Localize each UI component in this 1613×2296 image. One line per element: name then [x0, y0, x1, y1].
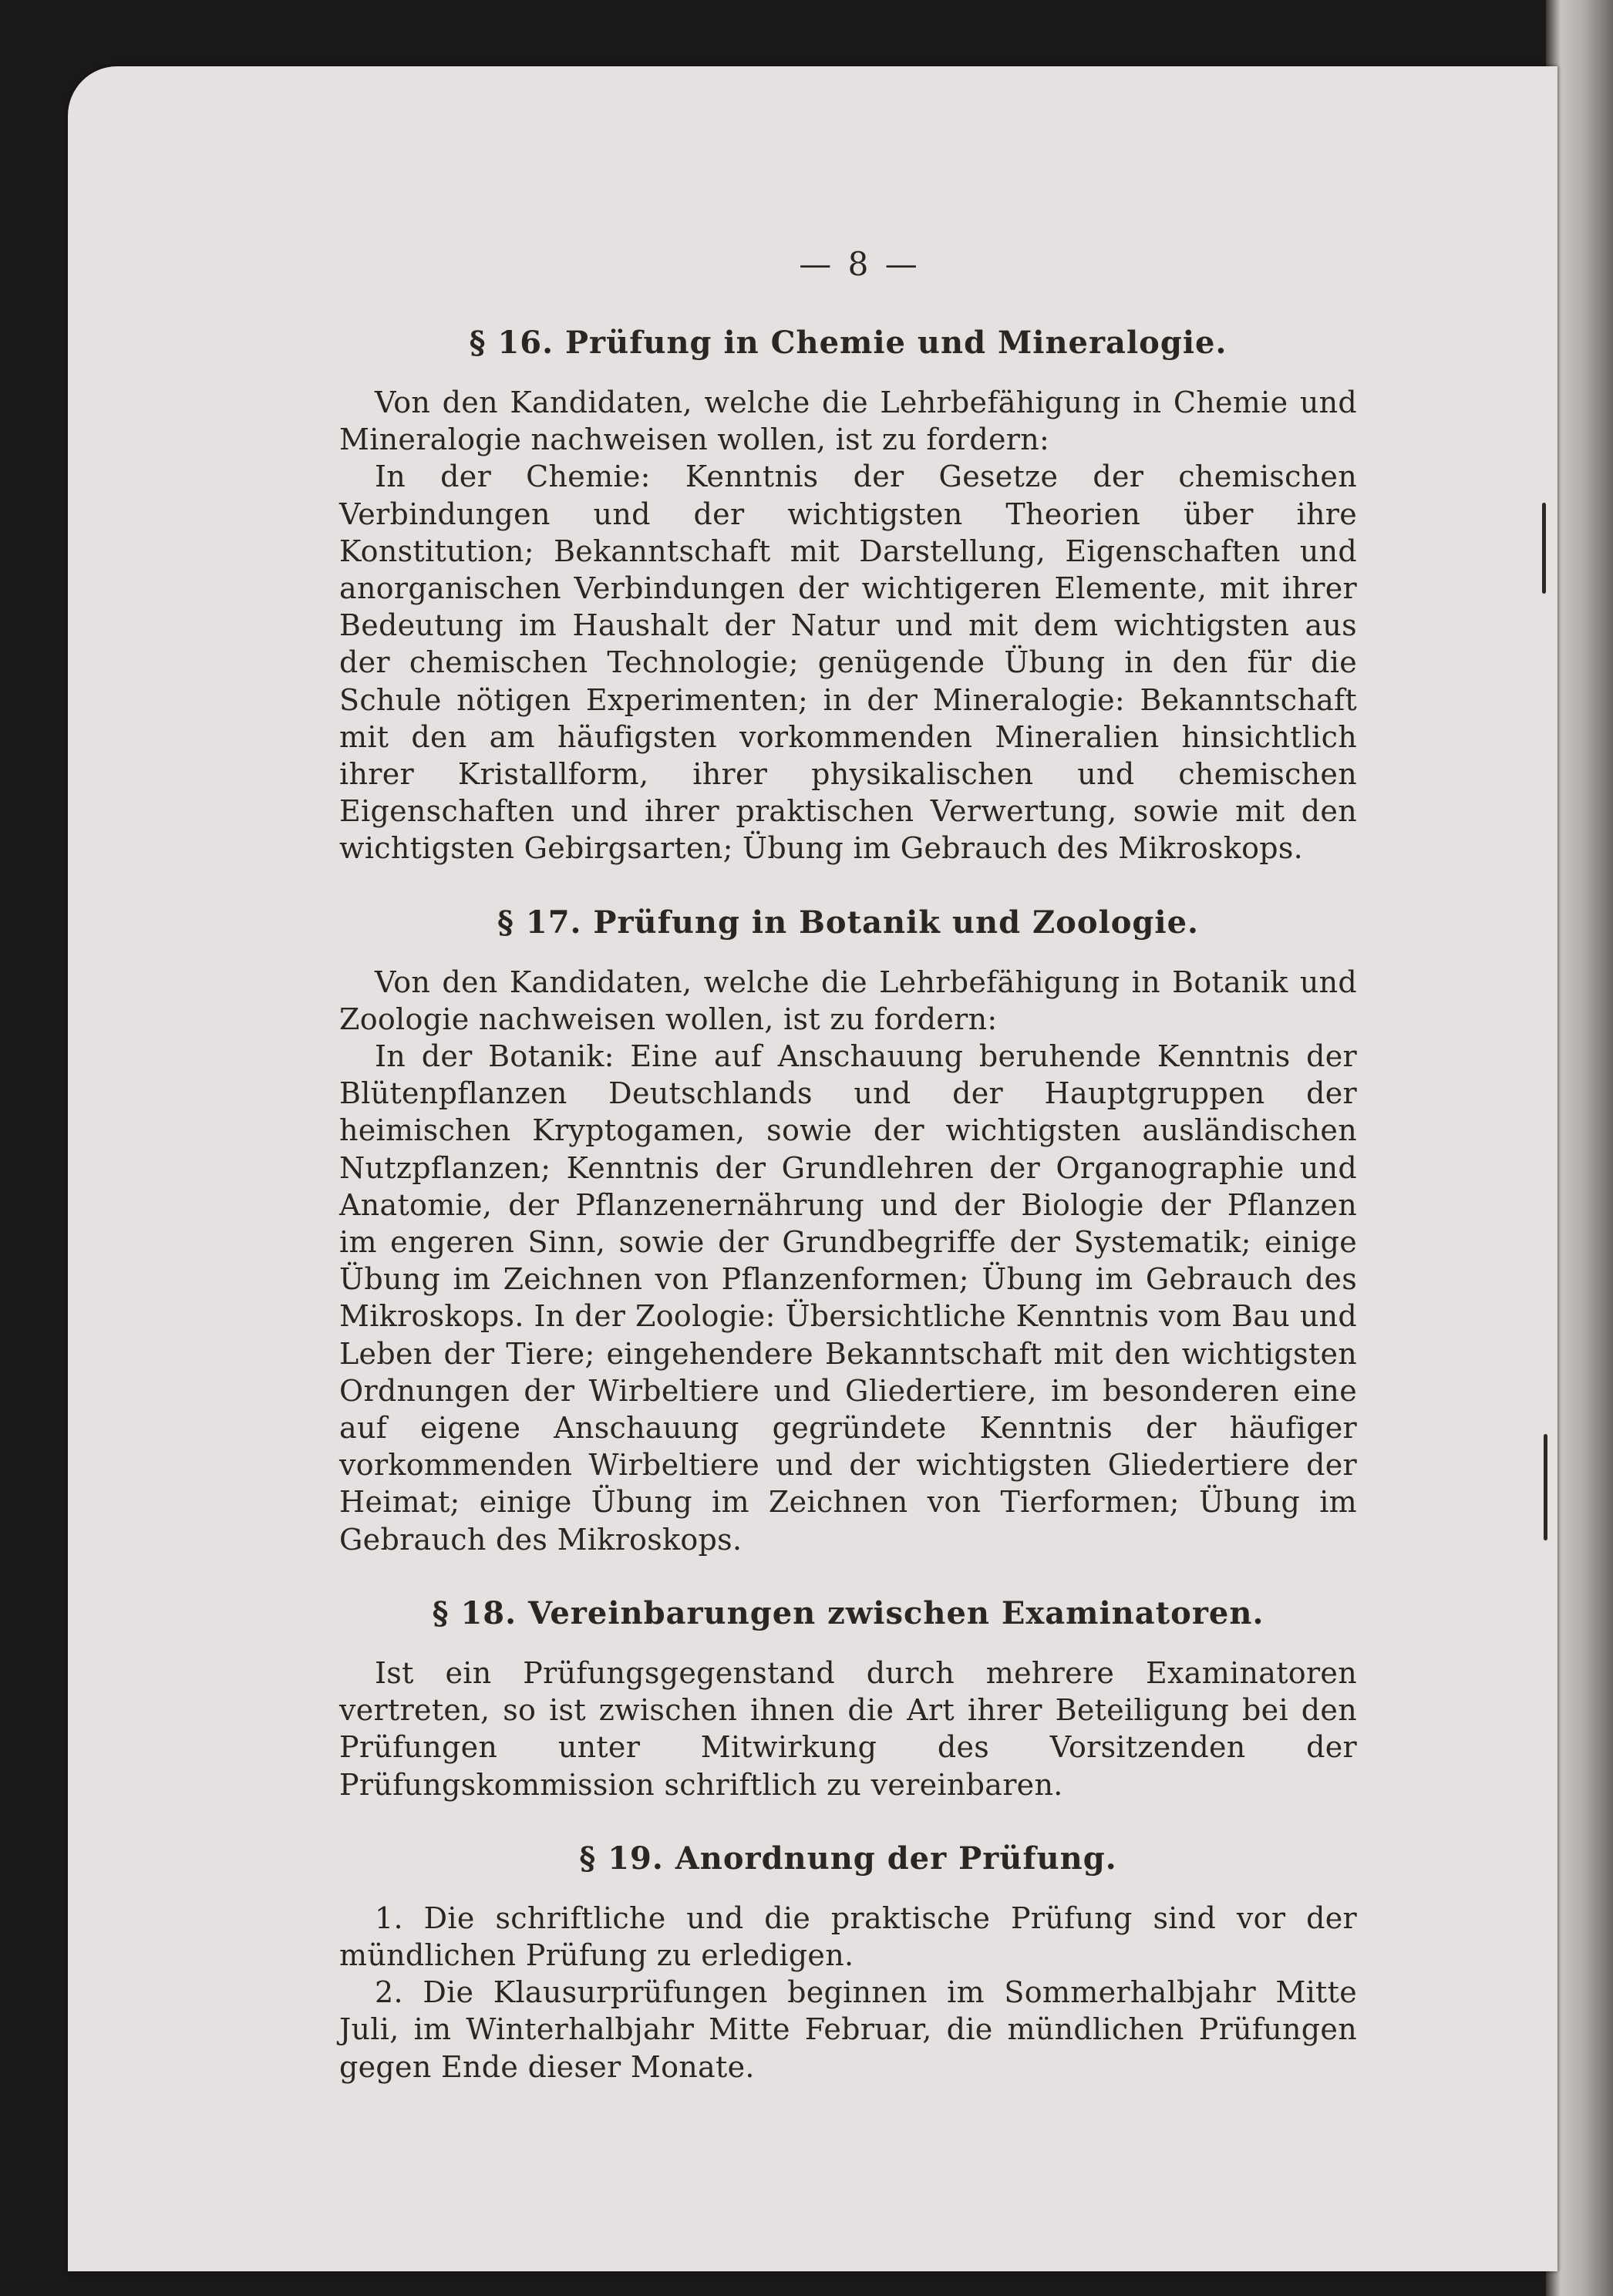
section-19-item-2: 2. Die Klausurprüfungen beginnen im Sommerhalbjahr Mitte Juli, im Winterhalbjahr Mitte Februar, die mündlichen Prüfungen gegen Ende dieser Monate. — [339, 1975, 1357, 2084]
margin-mark — [1542, 503, 1546, 594]
section-17-intro: Von den Kandidaten, welche die Lehrbefähigung in Botanik und Zoologie nachweisen wollen, ist zu fordern: — [339, 965, 1357, 1036]
section-19-item-1: 1. Die schriftliche und die praktische Prüfung sind vor der mündlichen Prüfung zu erledigen. — [339, 1900, 1357, 1972]
page-content — [339, 245, 1357, 2086]
section-18-heading: § 18. Vereinbarungen zwischen Examinatoren. — [432, 1594, 1264, 1631]
section-19-heading: § 19. Anordnung der Prüfung. — [579, 1840, 1117, 1877]
section-17-heading: § 17. Prüfung in Botanik und Zoologie. — [497, 904, 1199, 941]
section-17-body: In der Botanik: Eine auf Anschauung beruhende Kenntnis der Blütenpflanzen Deutschlands und der Hauptgruppen der heimischen Kryptogamen, sowie der wichtigsten ausländischen Nutzpflanzen; Kenntnis der Grundlehren der Organographie und Anatomie, der Pflanzenernährung und der Biologie der Pflanzen im engeren Sinn, sowie der Grundbegriffe der Systematik; einige Übung im Zeichnen von Pflanzenformen; Übung im Gebrauch des Mikroskops. In der Zoologie: Übersichtliche Kenntnis vom Bau und Leben der Tiere; eingehendere Bekanntschaft mit den wichtigsten Ordnungen der Wirbeltiere und Gliedertiere, im besonderen eine auf eigene Anschauung gegründete Kenntnis der häufiger vorkommenden Wirbeltiere und der wichtigsten Gliedertiere der Heimat; einige Übung im Zeichnen von Tierformen; Übung im Gebrauch des Mikroskops. — [339, 1039, 1357, 1557]
section-16-body: In der Chemie: Kenntnis der Gesetze der chemischen Verbindungen und der wichtigsten Theorien über ihre Konstitution; Bekanntschaft mit Darstellung, Eigenschaften und anorganischen Verbindungen der wichtigeren Elemente, mit ihrer Bedeutung im Haushalt der Natur und mit dem wichtigsten aus der chemischen Technologie; genügende Übung in den für die Schule nötigen Experimenten; in der Mineralogie: Bekanntschaft mit den am häufigsten vorkommenden Mineralien hinsichtlich ihrer Kristallform, ihrer physikalischen und chemischen Eigenschaften und ihrer praktischen Verwertung, sowie mit den wichtigsten Gebirgsarten; Übung im Gebrauch des Mikroskops. — [339, 460, 1357, 866]
page-number: — 8 — — [799, 245, 921, 283]
document-page — [68, 66, 1557, 2271]
section-16-heading: § 16. Prüfung in Chemie und Mineralogie. — [469, 325, 1227, 361]
section-18-body: Ist ein Prüfungsgegenstand durch mehrere Examinatoren vertreten, so ist zwischen ihnen die Art ihrer Beteiligung bei den Prüfungen unter Mitwirkung des Vorsitzenden der Prüfungskommission schriftlich zu vereinbaren. — [339, 1655, 1357, 1802]
section-16-intro: Von den Kandidaten, welche die Lehrbefähigung in Chemie und Mineralogie nachweisen wollen, ist zu fordern: — [339, 385, 1357, 457]
margin-mark — [1544, 1434, 1547, 1540]
